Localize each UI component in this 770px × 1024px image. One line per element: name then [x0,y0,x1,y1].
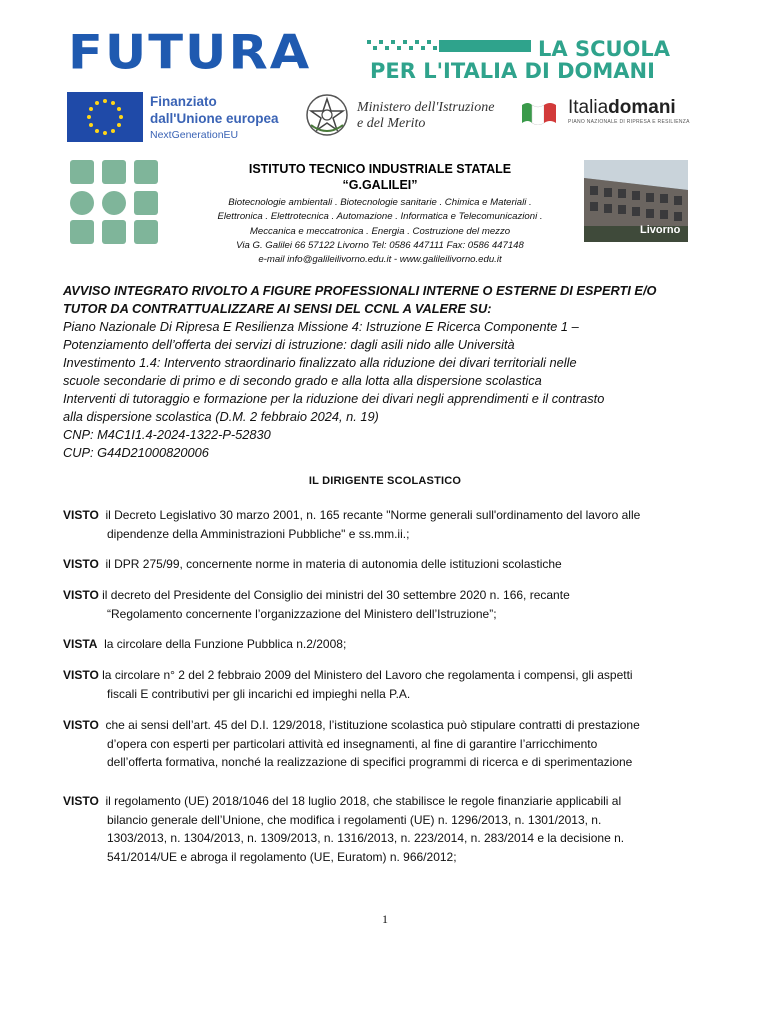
visto-text: il regolamento (UE) 2018/1046 del 18 luglio 2018, che stabilisce le regole finanziarie applicabili al [105,794,622,808]
visto-keyword: VISTO [63,718,99,732]
notice-line-5: Investimento 1.4: Intervento straordinario finalizzato alla riduzione dei divari territoriali nelle [63,355,577,370]
italia-domani-flag-icon [520,101,558,125]
school-info [160,196,600,267]
school-logo-icon [68,158,164,246]
visto-text-cont: fiscali E contributivi per gli incarichi ed impieghi nella P.A. [107,686,411,701]
scuola-slogan [370,38,670,82]
visto-keyword: VISTO [63,668,99,682]
notice-line-7: Interventi di tutoraggio e formazione per la riduzione dei divari negli apprendimenti e il contrasto [63,391,605,406]
visto-keyword: VISTO [63,794,99,808]
section-heading: IL DIRIGENTE SCOLASTICO [308,475,462,487]
visto-text: il decreto del Presidente del Consiglio dei ministri del 30 settembre 2020 n. 166, recante [102,588,570,602]
visto-text-cont: “Regolamento concernente l’organizzazione del Ministero dell’Istruzione”; [107,606,497,621]
photo-label: Livorno [640,224,681,236]
visto-item [63,792,703,866]
notice-line-8: alla dispersione scolastica (D.M. 2 febbraio 2024, n. 19) [63,409,379,424]
notice-line-3: Piano Nazionale Di Ripresa E Resilienza Missione 4: Istruzione E Ricerca Componente 1 – [63,319,579,334]
notice-line-4: Potenziamento dell’offerta dei servizi di istruzione: dagli asili nido alle Università [63,337,515,352]
eu-funding-text [150,93,278,144]
visto-keyword: VISTO [63,557,99,571]
italia-domani-logo [568,97,676,119]
school-title [160,161,600,193]
eu-flag-icon [67,92,143,142]
school-info-line-5: e-mail info@galileilivorno.edu.it - www.galileilivorno.edu.it [258,254,502,266]
visto-text: il Decreto Legislativo 30 marzo 2001, n. 165 recante "Norme generali sull'ordinamento del lavoro alle [105,508,641,522]
italia-domani-subtitle: PIANO NAZIONALE DI RIPRESA E RESILIENZA [568,119,690,125]
eu-line-3: NextGenerationEU [150,129,239,141]
school-info-line-2: Elettronica . Elettrotecnica . Automazione . Informatica e Telecomunicazioni . [217,211,543,223]
school-info-line-1: Biotecnologie ambientali . Biotecnologie sanitarie . Chimica e Materiali . [228,197,532,208]
visto-keyword: VISTO [63,588,99,602]
ministry-line-2: e del Merito [357,116,426,131]
visto-text: che ai sensi dell’art. 45 del D.I. 129/2018, l’istituzione scolastica può stipulare contratti di prestazione [105,718,640,732]
visto-item [63,586,703,623]
scuola-line-2: PER L'ITALIA DI DOMANI [370,59,655,84]
visto-text-cont: dell’offerta formativa, nonché la realizzazione di specifici programmi di ricerca e di sperimentazione [107,755,633,769]
notice-cup: CUP: G44D21000820006 [63,445,209,460]
italian-republic-emblem-icon [305,93,349,137]
visto-item [63,635,703,654]
notice-line-6: scuole secondarie di primo e di secondo grado e alla lotta alla dispersione scolastica [63,373,542,388]
scuola-line-1: LA SCUOLA [538,37,671,61]
notice-title-line-1: AVVISO INTEGRATO RIVOLTO A FIGURE PROFESSIONALI INTERNE O ESTERNE DI ESPERTI E/O [63,283,657,298]
visto-text-cont: dipendenze della Amministrazioni Pubbliche" e ss.mm.ii.; [107,526,410,541]
visto-text: la circolare n° 2 del 2 febbraio 2009 del Ministero del Lavoro che regolamenta i compensi, gli aspetti [102,668,633,682]
visto-text: la circolare della Funzione Pubblica n.2/2008; [104,637,347,651]
eu-line-2: dall'Unione europea [150,111,279,126]
italia-bold: domani [608,97,676,118]
visto-item [63,666,703,703]
school-title-line-2: “G.GALILEI” [342,178,418,192]
visto-item [63,716,703,772]
visto-text: il DPR 275/99, concernente norme in materia di autonomia delle istituzioni scolastiche [105,557,562,571]
visto-text-cont: d’opera con esperti per particolari attività ed insegnamenti, al fine di garantire l’arricchimento [107,736,598,751]
ministry-line-1: Ministero dell'Istruzione [357,100,495,115]
visto-item [63,506,703,543]
school-title-line-1: ISTITUTO TECNICO INDUSTRIALE STATALE [248,162,512,176]
school-info-line-3: Meccanica e meccatronica . Energia . Costruzione del mezzo [249,225,511,237]
visto-keyword: VISTO [63,508,99,522]
notice-title [63,282,713,462]
visto-text-cont: 541/2014/UE e abroga il regolamento (UE, Euratom) n. 966/2012; [107,849,457,864]
visto-keyword: VISTA [63,637,98,651]
visto-text-cont: 1303/2013, n. 1304/2013, n. 1309/2013, n. 1316/2013, n. 223/2014, n. 283/2014 e la decisione n. [107,831,625,845]
eu-line-1: Finanziato [150,94,217,109]
visto-text-cont: bilancio generale dell’Unione, che modifica i regolamenti (UE) n. 1296/2013, n. 1301/2013, n. [107,812,602,827]
notice-cnp: CNP: M4C1I1.4-2024-1322-P-52830 [63,427,271,442]
notice-title-line-2: TUTOR DA CONTRATTUALIZZARE AI SENSI DEL CCNL A VALERE SU: [63,301,492,316]
futura-logo: FUTURA [68,26,312,81]
school-info-line-4: Via G. Galilei 66 57122 Livorno Tel: 0586 447111 Fax: 0586 447148 [236,239,524,251]
page-number: 1 [382,912,388,926]
ministry-name [357,100,494,132]
italia-prefix: Italia [568,97,609,118]
visto-item [63,555,703,574]
